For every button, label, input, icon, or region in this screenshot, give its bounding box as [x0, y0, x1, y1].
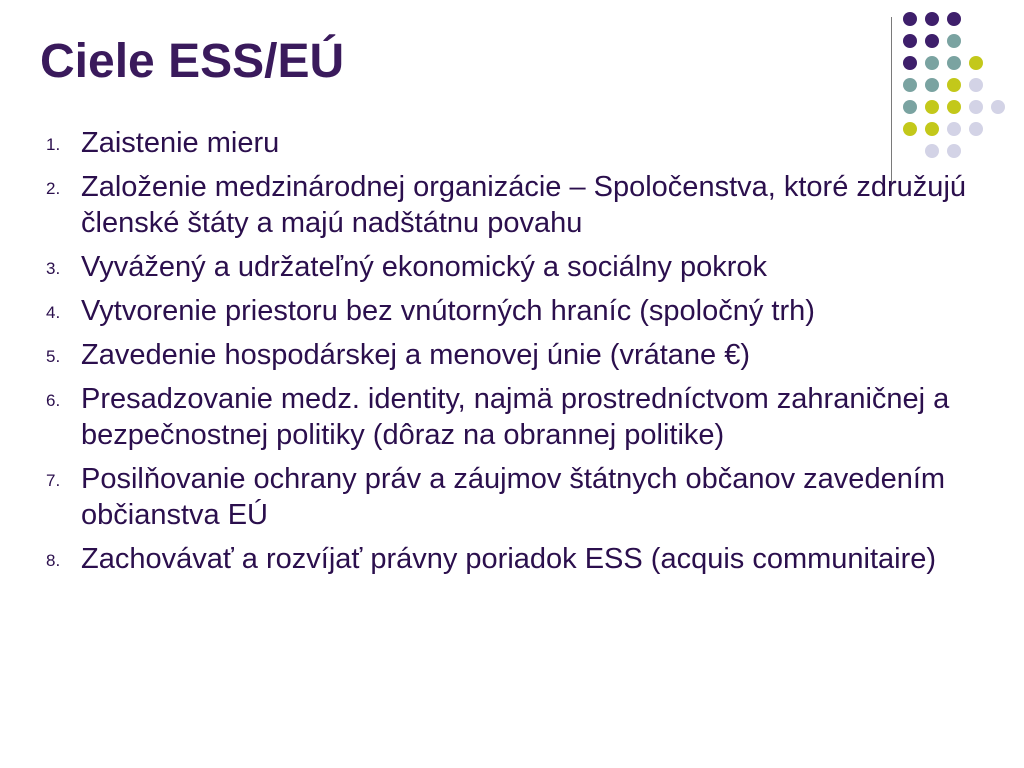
- item-number: 3.: [46, 259, 61, 278]
- item-text: Posilňovanie ochrany práv a záujmov štátnych občanov zavedením občianstva EÚ: [81, 463, 946, 531]
- item-number: 8.: [46, 551, 61, 570]
- decorative-dot: [969, 78, 983, 92]
- decorative-dot: [991, 100, 1005, 114]
- decorative-dot: [903, 56, 917, 70]
- decorative-dot: [947, 34, 961, 48]
- list-item: [40, 249, 1015, 285]
- item-text: Založenie medzinárodnej organizácie – Spoločenstva, ktoré združujú členské štáty a majú nadštátnu povahu: [81, 171, 967, 239]
- decorative-dot: [925, 12, 939, 26]
- decorative-dot: [903, 34, 917, 48]
- decorative-dot: [947, 78, 961, 92]
- item-text: Vytvorenie priestoru bez vnútorných hraníc (spoločný trh): [81, 295, 815, 327]
- list-item: [40, 381, 1015, 453]
- item-text: Zachovávať a rozvíjať právny poriadok ESS (acquis communitaire): [81, 543, 937, 575]
- decorative-dot: [925, 56, 939, 70]
- item-number: 6.: [46, 391, 61, 410]
- list-item: [40, 461, 1015, 533]
- decorative-dot: [969, 100, 983, 114]
- decorative-dot: [969, 56, 983, 70]
- decorative-dot: [947, 100, 961, 114]
- item-number: 7.: [46, 471, 61, 490]
- decorative-dot: [925, 34, 939, 48]
- decorative-dot: [947, 12, 961, 26]
- list-item: [40, 337, 1015, 373]
- item-number: 1.: [46, 135, 61, 154]
- list-item: [40, 293, 1015, 329]
- item-text: Zavedenie hospodárskej a menovej únie (vrátane €): [81, 339, 751, 371]
- list-item: [40, 169, 1015, 241]
- item-text: Presadzovanie medz. identity, najmä prostredníctvom zahraničnej a bezpečnostnej politiky (dôraz na obrannej politike): [81, 383, 950, 451]
- slide-title: Ciele ESS/EÚ: [40, 35, 345, 88]
- decorative-dot: [925, 100, 939, 114]
- objectives-list: [40, 125, 1015, 585]
- item-text: Zaistenie mieru: [81, 127, 280, 159]
- list-item: [40, 541, 1015, 577]
- item-text: Vyvážený a udržateľný ekonomický a sociálny pokrok: [81, 251, 767, 283]
- list-item: [40, 125, 1015, 161]
- decorative-dot: [947, 56, 961, 70]
- decorative-dot: [903, 78, 917, 92]
- decorative-dot: [903, 12, 917, 26]
- decorative-dot: [903, 100, 917, 114]
- item-number: 2.: [46, 179, 61, 198]
- item-number: 4.: [46, 303, 61, 322]
- item-number: 5.: [46, 347, 61, 366]
- decorative-dot: [925, 78, 939, 92]
